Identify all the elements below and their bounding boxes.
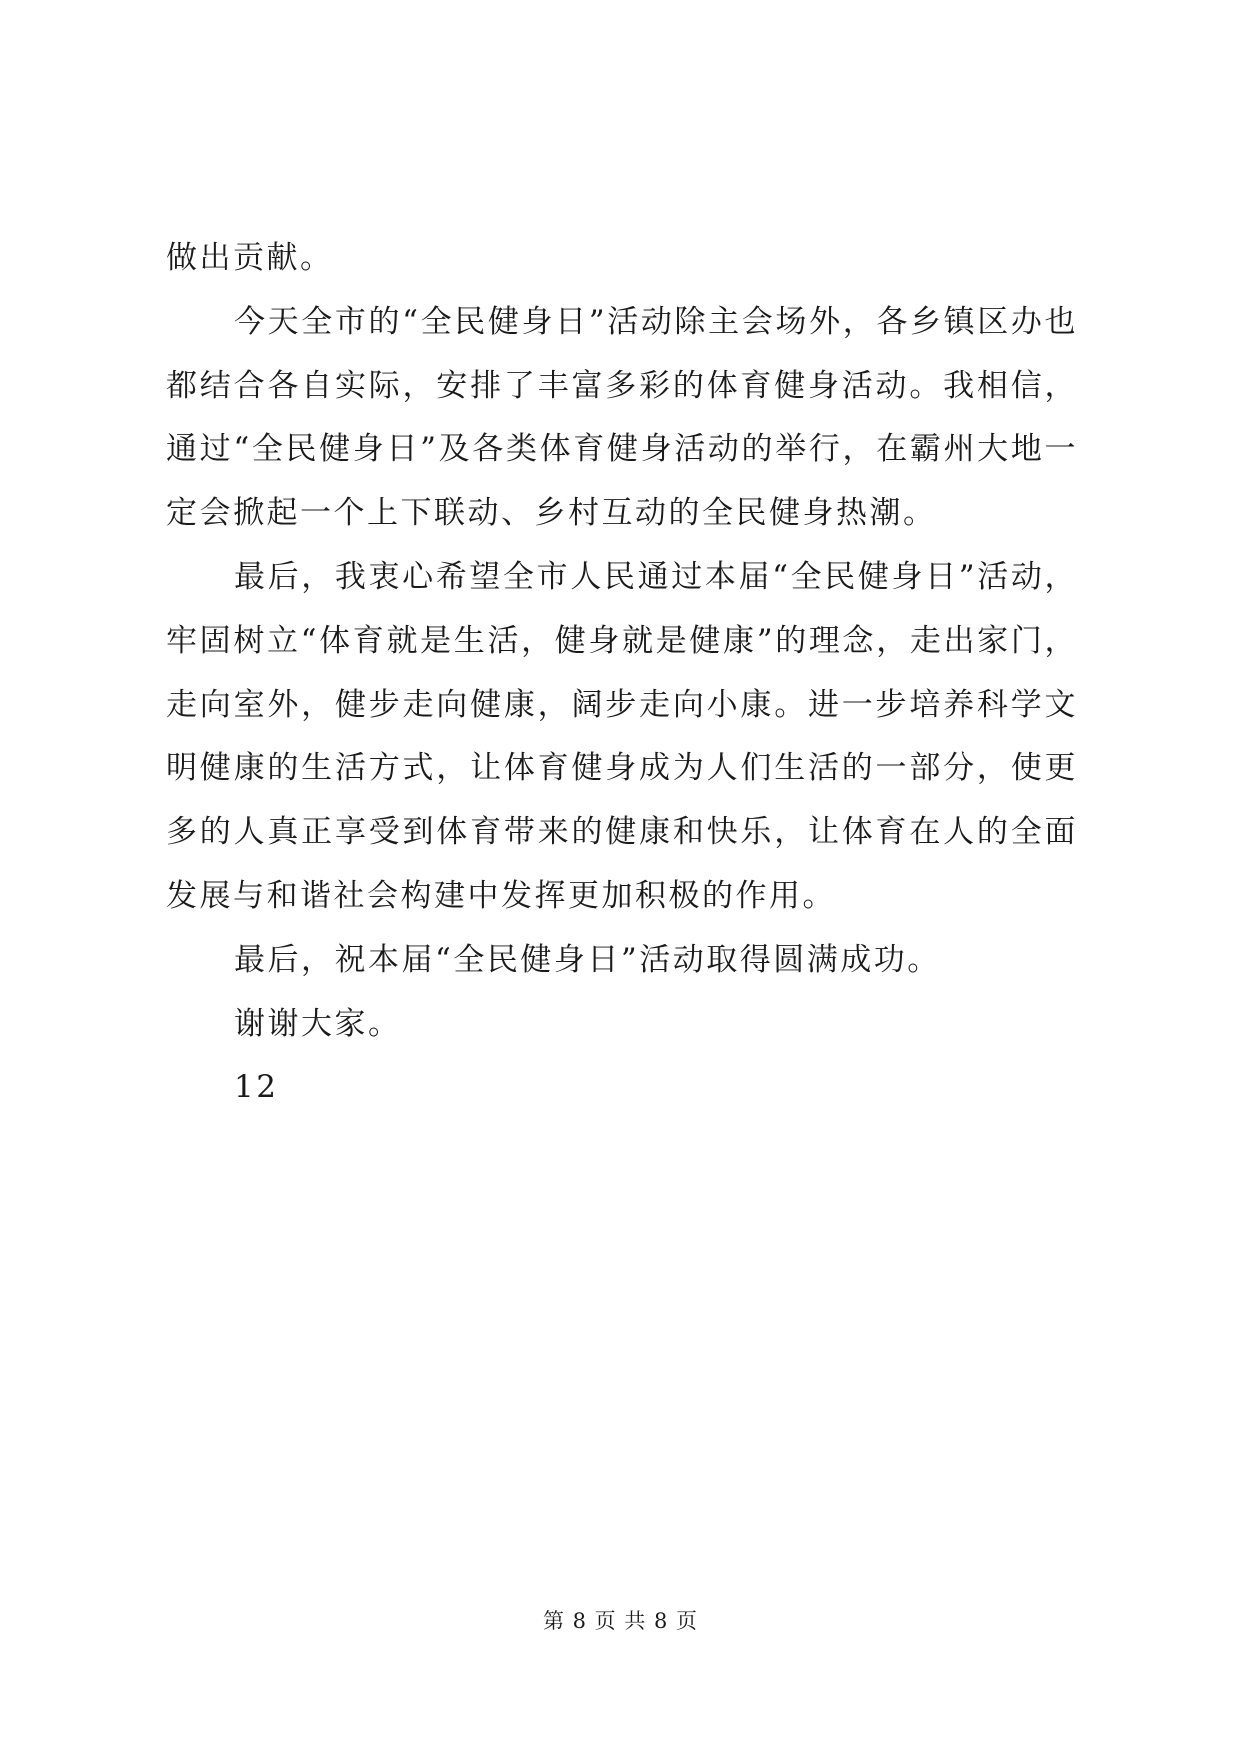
paragraph-thanks: 谢谢大家。 <box>234 1005 402 1042</box>
paragraph-hope: 最后，我衷心希望全市人民通过本届“全民健身日”活动，牢固树立“体育就是生活，健身就是健康”的理念，走出家门，走向室外，健步走向健康，阔步走向小康。进一步培养科学文明健康的生活方式，让体育健身成为人们生活的一部分，使更多的人真正享受到体育带来的健康和快乐，让体育在人的全面发展与和谐社会构建中发挥更加积极的作用。 <box>166 558 1078 914</box>
paragraph-wish: 最后，祝本届“全民健身日”活动取得圆满成功。 <box>234 941 941 978</box>
paragraph-continuation: 做出贡献。 <box>166 240 334 276</box>
paragraph-activities: 今天全市的“全民健身日”活动除主会场外，各乡镇区办也都结合各自实际，安排了丰富多彩的体育健身活动。我相信，通过“全民健身日”及各类体育健身活动的举行，在霸州大地一定会掀起一个上下联动、乡村互动的全民健身热潮。 <box>166 303 1078 532</box>
document-body <box>166 227 1078 1120</box>
page-footer: 第 8 页 共 8 页 <box>542 1609 699 1633</box>
paragraph-number: 12 <box>234 1069 279 1106</box>
